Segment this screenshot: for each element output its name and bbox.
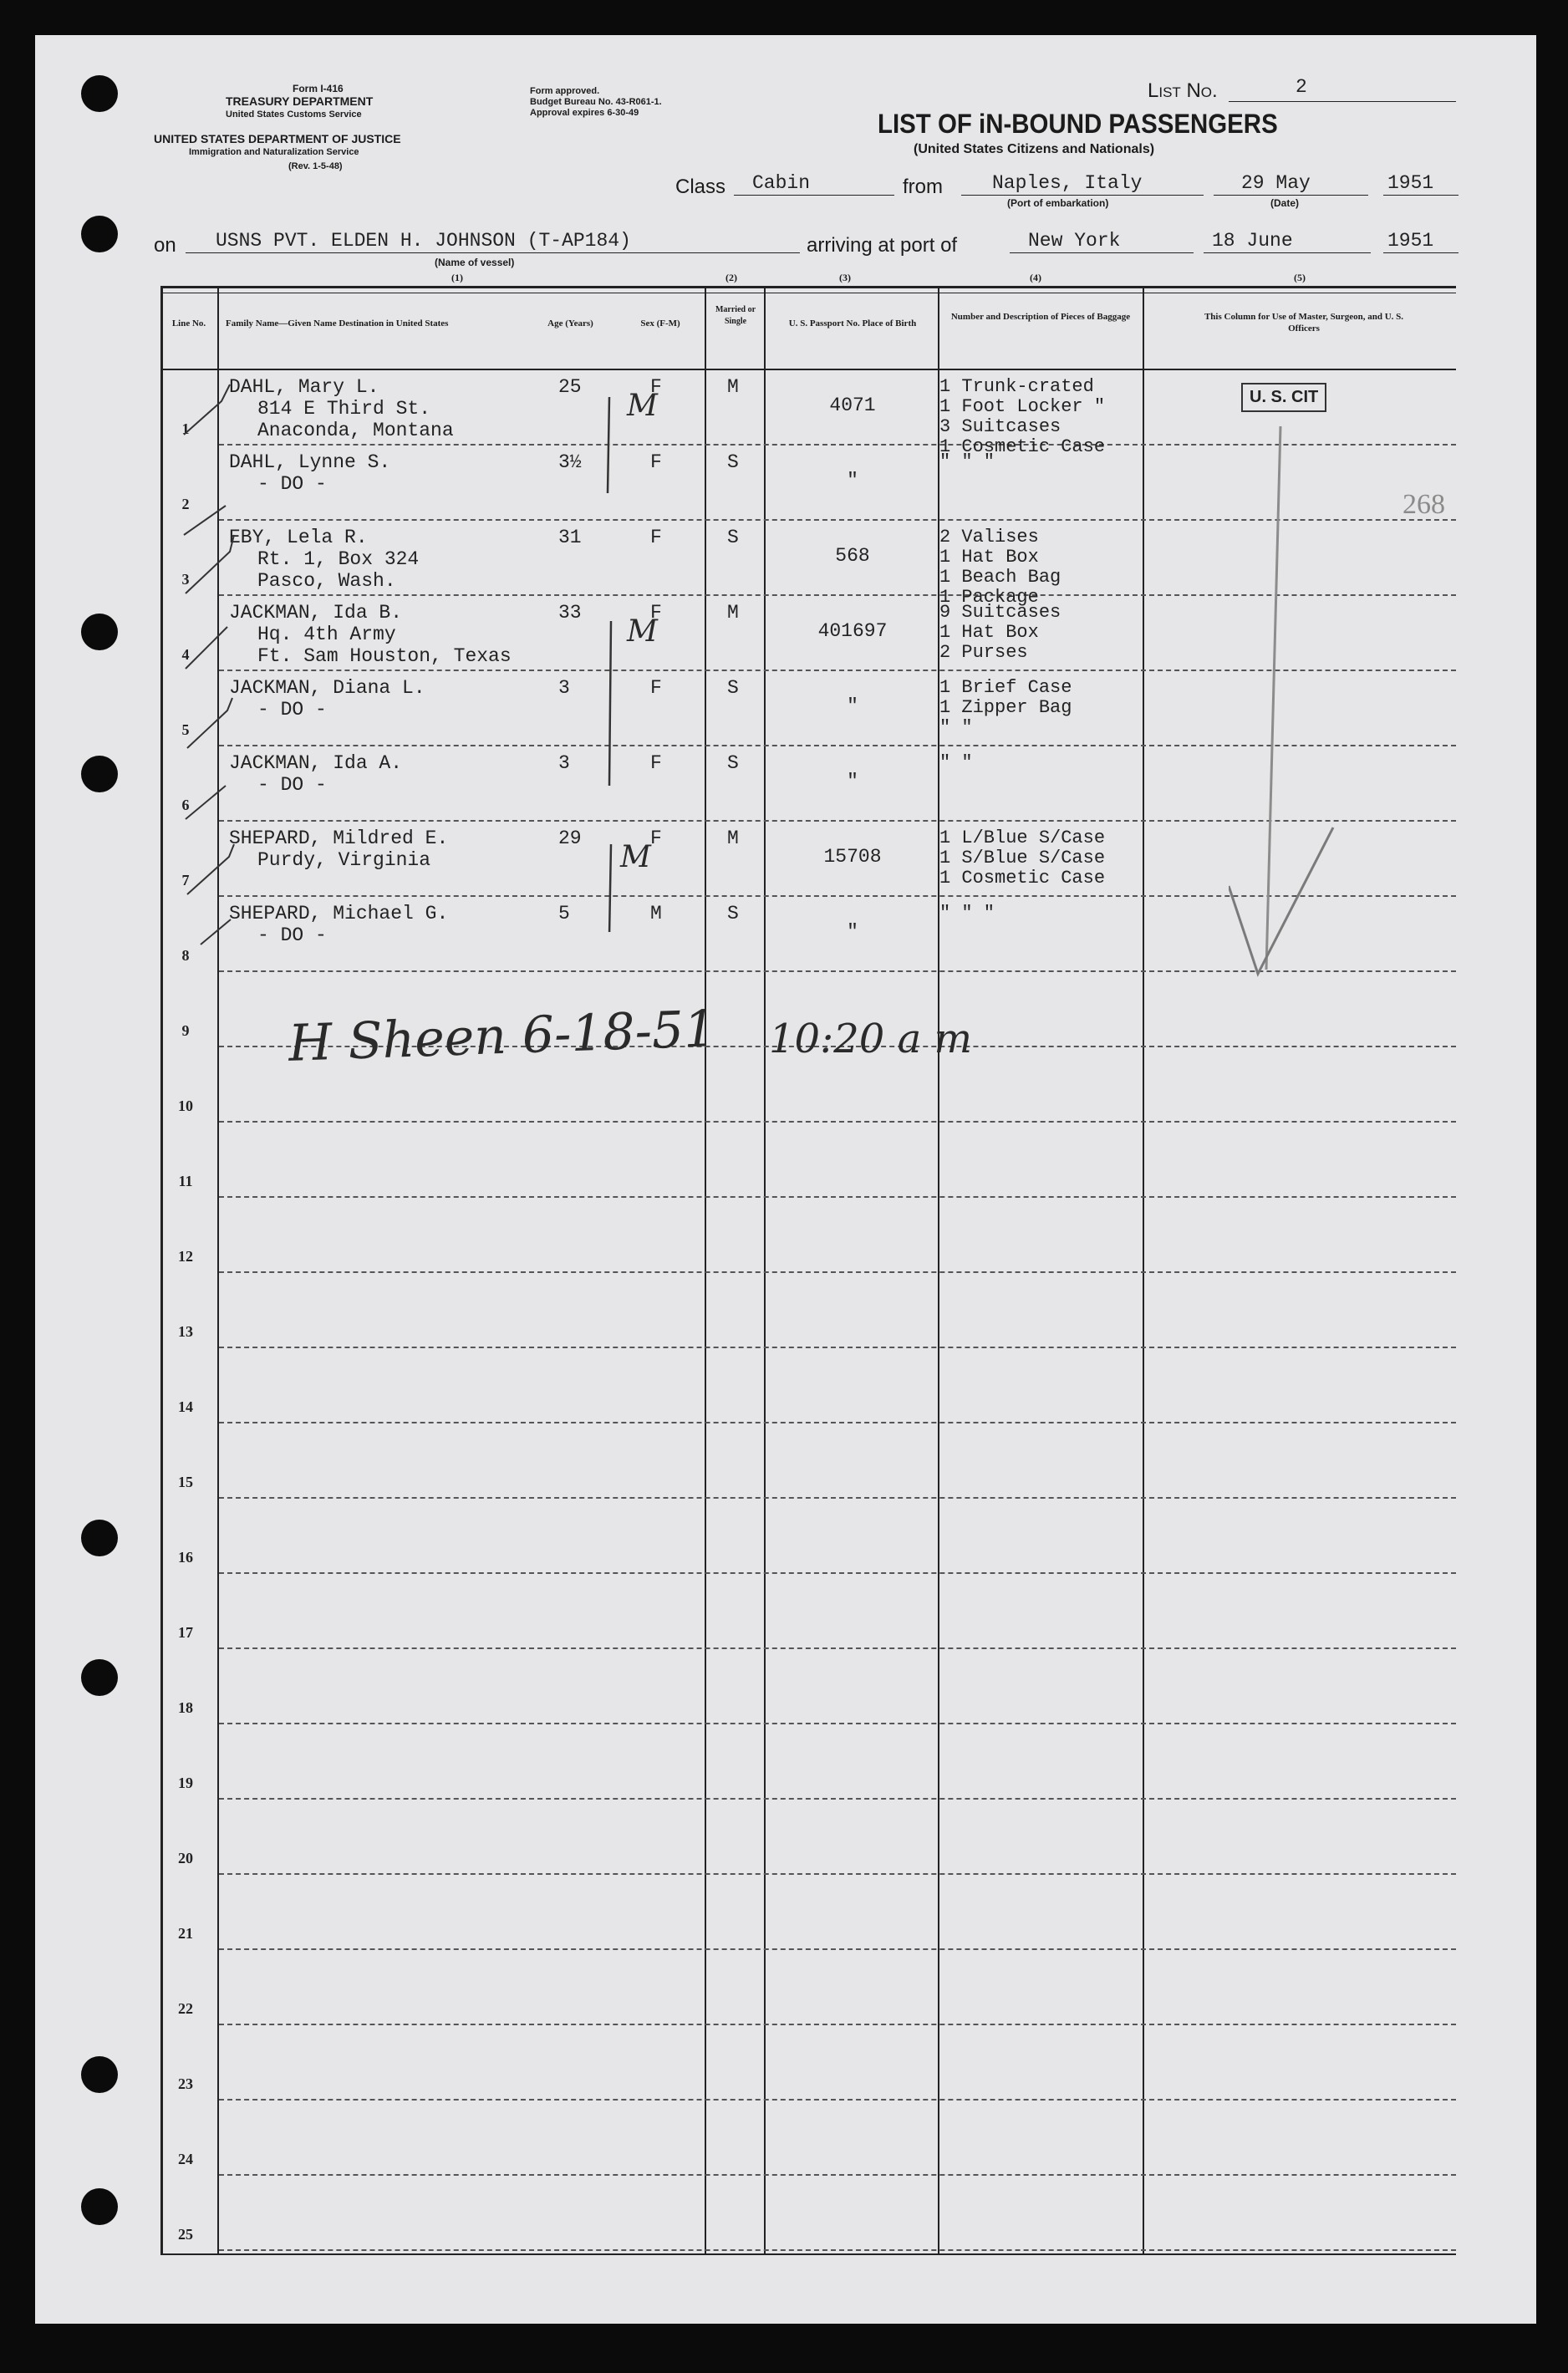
budget-bureau: Budget Bureau No. 43-R061-1.: [530, 97, 662, 107]
marital-status: S: [727, 677, 739, 699]
line-number: 6: [181, 797, 190, 813]
passenger-age: 29: [558, 827, 582, 849]
row-rule: [219, 1497, 1456, 1499]
passenger-address: - DO -: [257, 699, 327, 721]
line-number: 22: [178, 2000, 193, 2017]
baggage-item: 1 Beach Bag: [939, 567, 1061, 588]
citizen-stamp: U. S. CIT: [1241, 383, 1326, 412]
line-number: 15: [178, 1474, 193, 1490]
row-rule: [219, 1121, 1456, 1123]
baggage-item: " " ": [939, 451, 995, 472]
line-number: 12: [178, 1248, 193, 1265]
row-rule: [219, 2099, 1456, 2101]
passenger-name: DAHL, Lynne S.: [229, 451, 391, 473]
arriving-label: arriving at port of: [807, 234, 958, 257]
baggage-item: 1 Trunk-crated: [939, 376, 1094, 397]
baggage-item: " ": [939, 752, 973, 773]
line-number: 14: [178, 1398, 193, 1415]
baggage-item: 3 Suitcases: [939, 416, 1061, 437]
list-no-value: 2: [1296, 76, 1307, 98]
passenger-name: SHEPARD, Mildred E.: [229, 827, 449, 849]
passenger-address: - DO -: [257, 473, 327, 495]
arrival-date-line: [1204, 252, 1371, 253]
page-title: LIST OF iN-BOUND PASSENGERS: [878, 109, 1278, 139]
header-sex: Sex (F-M): [640, 318, 680, 328]
embark-date: 29 May: [1241, 172, 1311, 194]
table-top-border: [160, 286, 1456, 288]
passenger-address: Anaconda, Montana: [257, 420, 454, 441]
passenger-age: 3: [558, 752, 570, 774]
baggage-item: " " ": [939, 903, 995, 924]
line-number: 9: [181, 1022, 190, 1039]
inspection-time: 10:20 a m: [769, 1016, 972, 1062]
pencil-check-mark: [1229, 393, 1346, 978]
from-label: from: [903, 176, 943, 198]
line-number: 17: [178, 1624, 193, 1641]
line-number: 4: [181, 646, 190, 663]
header-passport: U. S. Passport No. Place of Birth: [788, 318, 917, 328]
date-line: [1214, 195, 1368, 196]
passenger-sex: F: [650, 677, 662, 699]
page-subtitle: (United States Citizens and Nationals): [914, 142, 1155, 156]
treasury-dept: TREASURY DEPARTMENT: [226, 94, 374, 108]
marital-status: S: [727, 752, 739, 774]
row-rule: [219, 1873, 1456, 1875]
passenger-name: SHEPARD, Michael G.: [229, 903, 449, 924]
passenger-name: EBY, Lela R.: [229, 527, 368, 548]
row-rule: [219, 2024, 1456, 2025]
on-label: on: [154, 234, 176, 257]
line-number: 16: [178, 1549, 193, 1566]
header-bottom-rule: [160, 369, 1456, 370]
port-caption: (Port of embarkation): [1007, 197, 1109, 209]
inspector-signature: H Sheen 6-18-51: [287, 1000, 717, 1073]
marital-status: S: [727, 527, 739, 548]
line-number: 2: [181, 496, 190, 512]
form-approved: Form approved.: [530, 86, 600, 96]
baggage-item: 9 Suitcases: [939, 602, 1061, 623]
baggage-item: 2 Valises: [939, 527, 1039, 547]
baggage-item: 1 Cosmetic Case: [939, 868, 1106, 889]
margin-mark: M: [627, 614, 658, 649]
baggage-item: " ": [939, 717, 973, 738]
list-no-line: [1229, 101, 1456, 102]
punch-hole: [81, 216, 118, 252]
header-officers: This Column for Use of Master, Surgeon, and U. S. Officers: [1204, 312, 1404, 334]
passenger-address: - DO -: [257, 774, 327, 796]
col-number: (4): [1030, 272, 1041, 283]
passenger-name: JACKMAN, Ida B.: [229, 602, 403, 624]
line-number: 7: [181, 872, 190, 889]
line-number: 21: [178, 1925, 193, 1942]
col-number: (5): [1294, 272, 1306, 283]
passenger-address: Purdy, Virginia: [257, 849, 431, 871]
col-number: (3): [839, 272, 851, 283]
arrival-port-line: [1010, 252, 1194, 253]
header-name: Family Name—Given Name Destination in United States: [226, 318, 449, 328]
port-line: [961, 195, 1204, 196]
passenger-address: Rt. 1, Box 324: [257, 548, 420, 570]
passenger-name: JACKMAN, Diana L.: [229, 677, 425, 699]
passenger-sex: F: [650, 376, 662, 398]
row-rule: [219, 1572, 1456, 1574]
baggage-item: 1 S/Blue S/Case: [939, 848, 1106, 868]
marital-status: M: [727, 827, 739, 849]
passenger-address: Hq. 4th Army: [257, 624, 396, 645]
passenger-age: 3½: [558, 451, 582, 473]
passenger-age: 33: [558, 602, 582, 624]
approval-expires: Approval expires 6-30-49: [530, 108, 639, 118]
baggage-item: 1 L/Blue S/Case: [939, 827, 1106, 848]
baggage-item: 1 Cosmetic Case: [939, 436, 1106, 457]
passenger-name: DAHL, Mary L.: [229, 376, 379, 398]
row-rule: [219, 2174, 1456, 2176]
passenger-age: 25: [558, 376, 582, 398]
passenger-age: 5: [558, 903, 570, 924]
passenger-address: Pasco, Wash.: [257, 570, 396, 592]
punch-hole: [81, 1520, 118, 1556]
line-number: 18: [178, 1699, 193, 1716]
arrival-port: New York: [1028, 230, 1121, 252]
baggage-item: 1 Package: [939, 587, 1039, 608]
line-number: 1: [181, 420, 190, 437]
justice-dept: UNITED STATES DEPARTMENT OF JUSTICE: [154, 132, 401, 145]
revision: (Rev. 1-5-48): [288, 161, 343, 171]
col-number: (1): [451, 272, 463, 283]
table-bottom-border: [160, 2253, 1456, 2255]
passenger-age: 3: [558, 677, 570, 699]
header-baggage: Number and Description of Pieces of Baggage: [950, 312, 1131, 322]
passport-number: 4071: [829, 395, 876, 416]
punch-hole: [81, 614, 118, 650]
punch-hole: [81, 1659, 118, 1696]
marital-status: S: [727, 903, 739, 924]
passenger-sex: F: [650, 752, 662, 774]
marital-status: S: [727, 451, 739, 473]
date-caption: (Date): [1270, 197, 1300, 209]
passenger-sex: M: [650, 903, 662, 924]
list-no-label: List No.: [1148, 79, 1218, 102]
row-rule: [219, 1196, 1456, 1198]
baggage-item: 1 Zipper Bag: [939, 697, 1072, 718]
line-number: 19: [178, 1775, 193, 1791]
vessel-line: [186, 252, 800, 253]
line-number: 3: [181, 571, 190, 588]
punch-hole: [81, 75, 118, 112]
passport-number: 568: [835, 545, 870, 567]
form-number: Form I-416: [293, 83, 344, 94]
header-age: Age (Years): [547, 318, 593, 328]
marital-status: M: [727, 602, 739, 624]
marital-status: M: [727, 376, 739, 398]
row-rule: [219, 1271, 1456, 1273]
row-rule: [219, 1798, 1456, 1800]
punch-hole: [81, 2056, 118, 2093]
class-label: Class: [675, 176, 726, 198]
line-number: 13: [178, 1323, 193, 1340]
passenger-sex: F: [650, 527, 662, 548]
margin-mark: M: [627, 389, 658, 423]
col-number: (2): [725, 272, 737, 283]
baggage-item: 2 Purses: [939, 642, 1028, 663]
row-rule: [219, 2249, 1456, 2251]
vessel-name: USNS PVT. ELDEN H. JOHNSON (T-AP184): [216, 230, 631, 252]
year-line: [1383, 195, 1459, 196]
col-rule: [160, 288, 163, 2255]
class-value: Cabin: [752, 172, 811, 194]
row-rule: [219, 1948, 1456, 1950]
arrival-date: 18 June: [1212, 230, 1293, 252]
passenger-address: - DO -: [257, 924, 327, 946]
row-rule: [219, 1647, 1456, 1649]
passport-number: ": [847, 695, 858, 717]
margin-mark: M: [620, 840, 651, 874]
vessel-caption: (Name of vessel): [435, 257, 515, 268]
baggage-item: 1 Hat Box: [939, 547, 1039, 568]
line-number: 25: [178, 2226, 193, 2243]
passenger-sex: F: [650, 602, 662, 624]
passenger-address: 814 E Third St.: [257, 398, 431, 420]
arrival-year-line: [1383, 252, 1459, 253]
line-number: 10: [178, 1097, 193, 1114]
check-marks: [176, 368, 309, 970]
line-number: 5: [181, 721, 190, 738]
embark-year: 1951: [1387, 172, 1434, 194]
passport-number: 401697: [817, 620, 888, 642]
passport-number: 15708: [823, 846, 882, 868]
passenger-name: JACKMAN, Ida A.: [229, 752, 403, 774]
passenger-sex: F: [650, 451, 662, 473]
passport-number: ": [847, 771, 858, 792]
row-rule: [219, 1347, 1456, 1348]
class-line: [734, 195, 894, 196]
line-number: 20: [178, 1850, 193, 1866]
header-married: Married or Single: [715, 305, 756, 326]
passenger-sex: F: [650, 827, 662, 849]
row-rule: [219, 1422, 1456, 1423]
page-reference: 268: [1403, 489, 1445, 520]
passport-number: ": [847, 921, 858, 943]
passenger-age: 31: [558, 527, 582, 548]
line-number: 8: [181, 947, 190, 964]
embark-port: Naples, Italy: [992, 172, 1143, 194]
line-number: 11: [178, 1173, 193, 1189]
line-number: 24: [178, 2151, 193, 2167]
punch-hole: [81, 756, 118, 792]
punch-hole: [81, 2188, 118, 2225]
baggage-item: 1 Brief Case: [939, 677, 1072, 698]
line-number: 23: [178, 2075, 193, 2092]
passport-number: ": [847, 470, 858, 491]
header-line-no: Line No.: [171, 318, 206, 328]
arrival-year: 1951: [1387, 230, 1434, 252]
passenger-address: Ft. Sam Houston, Texas: [257, 645, 512, 667]
ins-service: Immigration and Naturalization Service: [189, 147, 359, 157]
customs-service: United States Customs Service: [226, 109, 362, 120]
row-rule: [219, 1723, 1456, 1724]
baggage-item: 1 Hat Box: [939, 622, 1039, 643]
baggage-item: 1 Foot Locker ": [939, 396, 1106, 417]
